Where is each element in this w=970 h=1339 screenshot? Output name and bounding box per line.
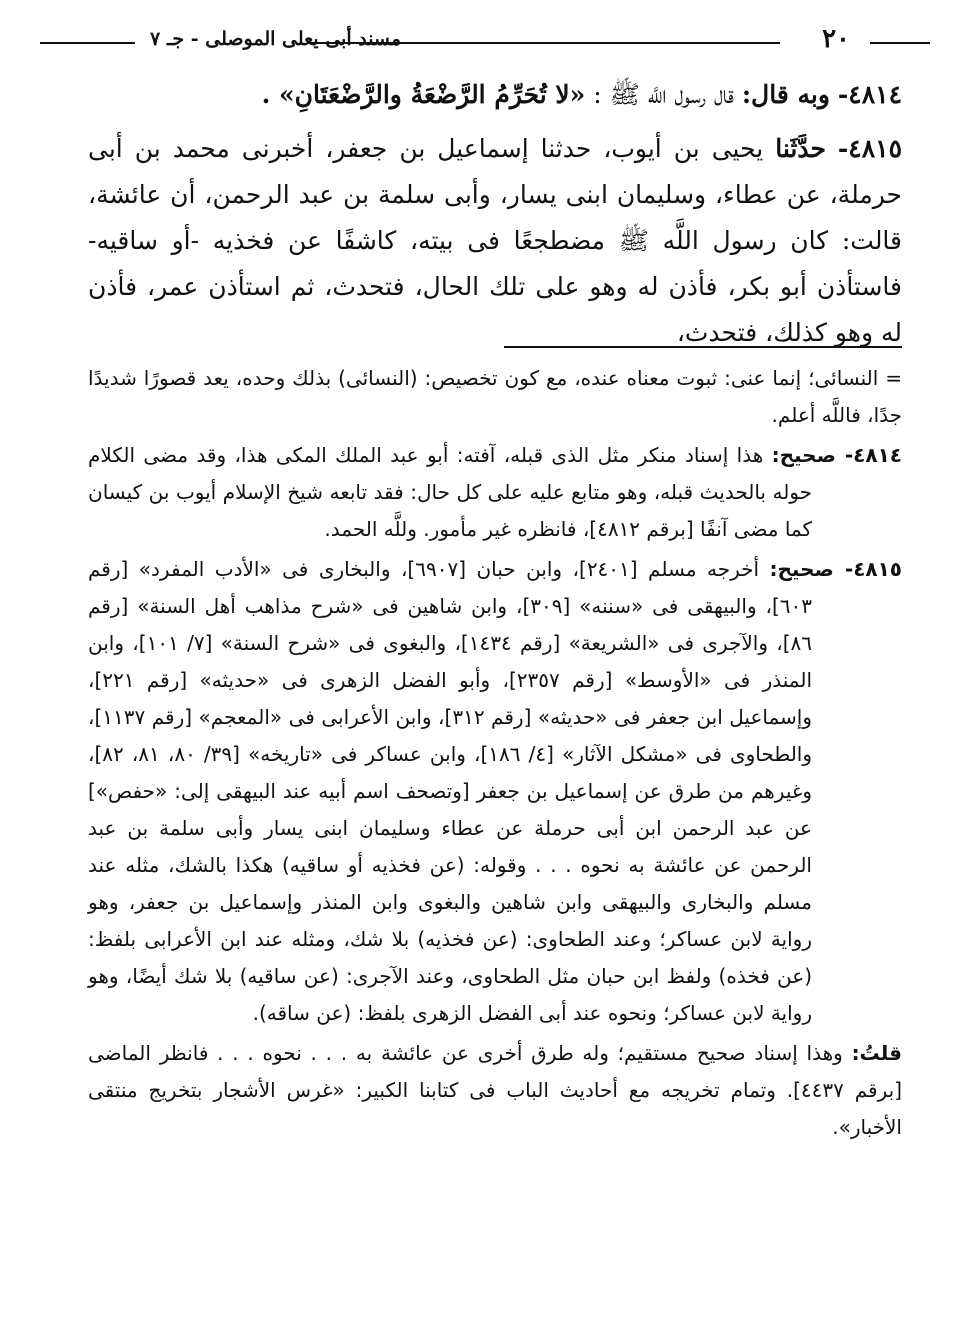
footnote-continuation: = النسائى؛ إنما عنى: ثبوت معناه عنده، مع كون تخصيص: (النسائى) بذلك وحده، يعد قصورًا شديدًا جدًا، فاللَّه أعلم. bbox=[88, 366, 902, 427]
hadith-4815 bbox=[88, 126, 902, 356]
footnote-text: هذا إسناد منكر مثل الذى قبله، آفته: أبو عبد الملك المكى هذا، وقد مضى الكلام حوله بالحديث قبله، وهو متابع عليه على كل حال: فقد تابعه شيخ الإسلام أيوب بن كيسان كما مضى آنفًا [برقم ٤٨١٢]، فانظره غير مأمور. وللَّه الحمد. bbox=[88, 443, 812, 541]
footnote-label: ٤٨١٤- صحيح: bbox=[771, 443, 902, 467]
running-title: مسند أبى يعلى الموصلى - جـ ٧ bbox=[150, 28, 402, 50]
footnotes bbox=[88, 360, 902, 1149]
header-dash-left bbox=[40, 42, 135, 44]
hadith-quote: «لا تُحَرِّمُ الرَّضْعَةُ والرَّضْعَتَانِ» . bbox=[261, 80, 586, 109]
footnote-4815 bbox=[88, 551, 902, 1032]
hadith-4814 bbox=[88, 72, 902, 118]
footnote-label: قلتُ: bbox=[851, 1041, 902, 1065]
hadith-lead: حدَّثَنا bbox=[775, 134, 826, 163]
footnote-qultu bbox=[88, 1035, 902, 1146]
footnote-label: ٤٨١٥- صحيح: bbox=[769, 557, 903, 581]
hadith-number: ٤٨١٥- bbox=[837, 134, 903, 163]
header-dash-right bbox=[870, 42, 930, 44]
page-number: ٢٠ bbox=[822, 24, 850, 54]
page-header bbox=[40, 22, 930, 62]
footnote-separator bbox=[504, 346, 902, 348]
footnote-4814 bbox=[88, 437, 902, 548]
footnote-text: أخرجه مسلم [٢٤٠١]، وابن حبان [٦٩٠٧]، والبخارى فى «الأدب المفرد» [رقم ٦٠٣]، والبيهقى فى «سننه» [٣٠٩]، وابن شاهين فى «شرح مذاهب أهل السنة» [رقم ٨٦]، والآجرى فى «الشريعة» [رقم ١٤٣٤]، والبغوى فى «شرح السنة» [٧/ ١٠١]، وابن المنذر فى «الأوسط» [رقم ٢٣٥٧]، وأبو الفضل الزهرى فى «حديثه» [رقم ٢٢١]، وإسماعيل ابن جعفر فى «حديثه» [رقم ٣١٢]، وابن الأعرابى فى «المعجم» [رقم ١١٣٧]، والطحاوى فى «مشكل الآثار» [٤/ ١٨٦]، وابن عساكر فى «تاريخه» [٣٩/ ٨٠، ٨١، ٨٢]، وغيرهم من طرق عن إسماعيل بن جعفر [وتصحف اسم أبيه عند البيهقى إلى: «حفص»] عن عبد الرحمن ابن أبى حرملة عن عطاء وسليمان ابنى يسار وأبى سلمة بن عبد الرحمن عن عائشة به نحوه . . . وقوله: (عن فخذيه أو ساقيه) هكذا بالشك، مثله عند مسلم والبخارى والبيهقى وابن شاهين والبغوى وابن المنذر وإسماعيل بن جعفر، وهو رواية لابن عساكر؛ وعند الطحاوى: (عن فخذيه) بلا شك، ومثله عند ابن الأعرابى بلفظ: (عن فخذه) ولفظ ابن حبان مثل الطحاوى، وعند الآجرى: (عن ساقيه) بلا شك أيضًا، وهو رواية لابن عساكر؛ ونحوه عند أبى الفضل الزهرى بلفظ: (عن ساقه). bbox=[88, 557, 813, 1025]
main-text bbox=[88, 72, 902, 364]
hadith-text: يحيى بن أيوب، حدثنا إسماعيل بن جعفر، أخبرنى محمد بن أبى حرملة، عن عطاء، وسليمان ابنى يسار، وأبى سلمة بن عبد الرحمن، أن عائشة، قالت: كان رسول اللَّه ﷺ مضطجعًا فى بيته، كاشفًا عن فخذيه -أو ساقيه- فاستأذن أبو بكر، فأذن له وهو على تلك الحال، فتحدث، ثم استأذن عمر، فأذن له وهو كذلك، فتحدث، bbox=[88, 134, 902, 347]
hadith-text: قال رسول اللَّه ﷺ : bbox=[593, 80, 734, 109]
hadith-lead: وبه قال: bbox=[741, 80, 830, 109]
hadith-number: ٤٨١٤- bbox=[837, 80, 902, 109]
footnote-text: وهذا إسناد صحيح مستقيم؛ وله طرق أخرى عن عائشة به . . . نحوه . . . فانظر الماضى [برقم ٤٤٣٧]. وتمام تخريجه مع أحاديث الباب فى كتابنا الكبير: «غرس الأشجار بتخريج منتقى الأخبار». bbox=[88, 1041, 903, 1139]
